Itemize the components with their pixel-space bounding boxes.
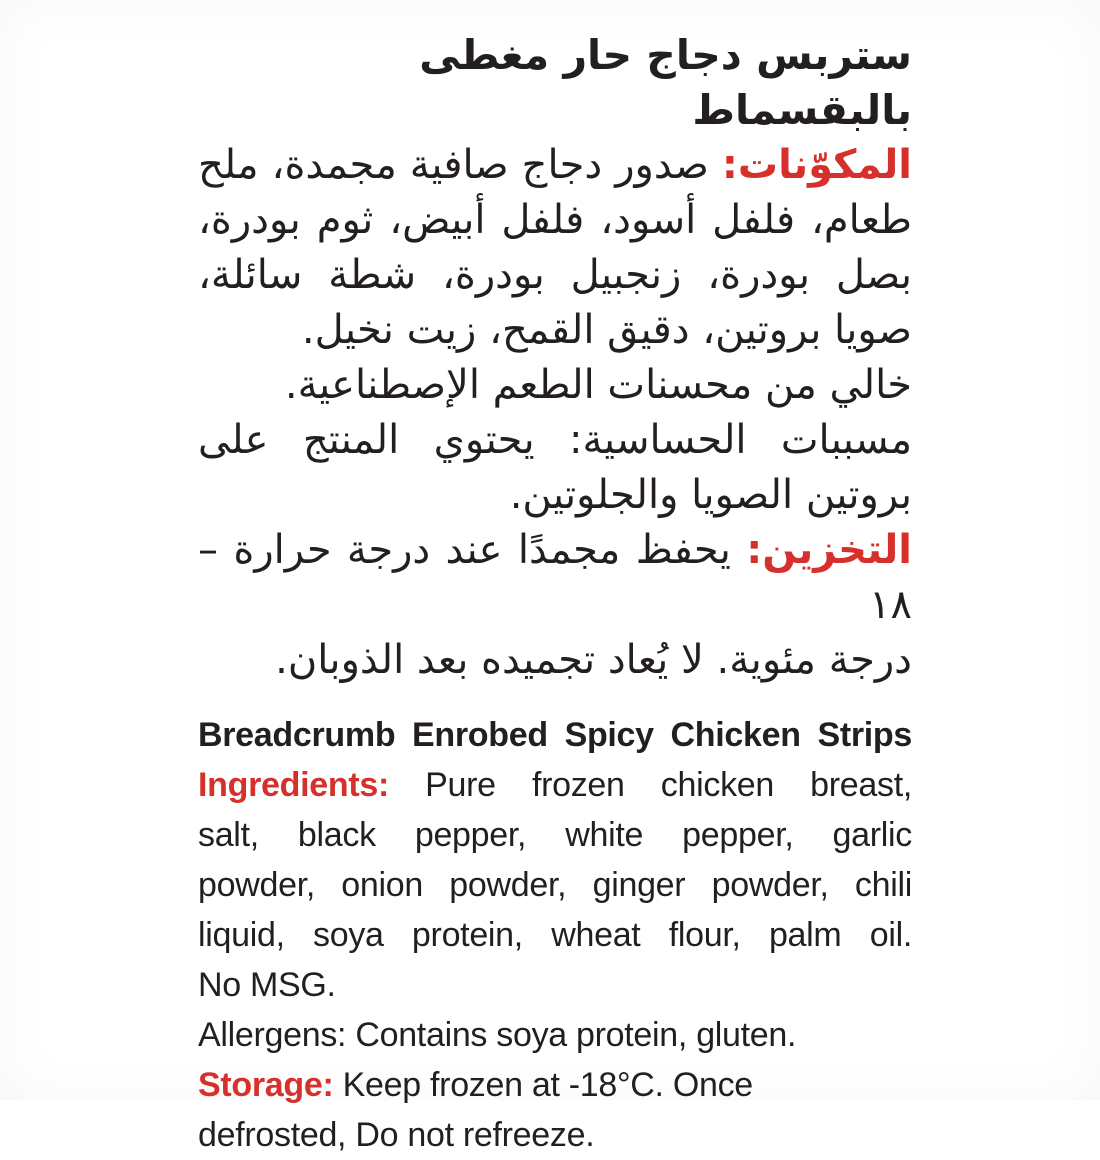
english-no-msg-text: No MSG. [198, 966, 336, 1004]
english-ingredients-text: liquid, soya protein, wheat flour, palm oil. [198, 916, 912, 954]
arabic-ingredients-line [198, 248, 912, 303]
arabic-ingredients-line [198, 193, 912, 248]
english-storage-text: defrosted, Do not refreeze. [198, 1116, 595, 1154]
arabic-ingredients-line [198, 303, 912, 358]
english-ingredients-text: powder, onion powder, ginger powder, chili [198, 866, 912, 904]
arabic-no-msg-text: خالي من محسنات الطعم الإصطناعية. [284, 362, 912, 408]
english-ingredients-label: Ingredients: [198, 766, 389, 804]
english-storage-line [198, 1060, 912, 1110]
arabic-allergens-text: بروتين الصويا والجلوتين. [509, 472, 912, 518]
arabic-storage-line [198, 633, 912, 688]
english-ingredients-line [198, 760, 912, 810]
arabic-storage-text: يحفظ مجمدًا عند درجة حرارة – ١٨ [198, 527, 912, 628]
english-section [198, 710, 912, 1160]
arabic-ingredients-text: طعام، فلفل أسود، فلفل أبيض، ثوم بودرة، [198, 197, 912, 243]
arabic-ingredients-text: صويا بروتين، دقيق القمح، زيت نخيل. [301, 307, 912, 353]
label-text-column [198, 28, 912, 1160]
arabic-allergens-text: مسببات الحساسية: يحتوي المنتج على [198, 417, 912, 463]
english-ingredients-line [198, 860, 912, 910]
arabic-ingredients-line [198, 138, 912, 193]
english-ingredients-text: Pure frozen chicken breast, [425, 766, 912, 804]
arabic-no-msg-line [198, 358, 912, 413]
english-ingredients-text: salt, black pepper, white pepper, garlic [198, 816, 912, 854]
arabic-section [198, 28, 912, 688]
english-no-msg-line [198, 960, 912, 1010]
english-storage-line [198, 1110, 912, 1160]
english-storage-label: Storage: [198, 1066, 334, 1104]
arabic-ingredients-text: بصل بودرة، زنجبيل بودرة، شطة سائلة، [198, 252, 912, 298]
arabic-ingredients-label: المكوّنات: [721, 142, 912, 188]
arabic-product-title: ستربس دجاج حار مغطى بالبقسماط [419, 31, 912, 134]
arabic-storage-text: درجة مئوية. لا يُعاد تجميده بعد الذوبان. [275, 637, 912, 683]
arabic-ingredients-text: صدور دجاج صافية مجمدة، ملح [198, 142, 709, 188]
english-allergens-text: Allergens: Contains soya protein, gluten. [198, 1016, 797, 1054]
english-product-title: Breadcrumb Enrobed Spicy Chicken Strips [198, 716, 912, 754]
english-ingredients-line [198, 910, 912, 960]
english-storage-text: Keep frozen at -18°C. Once [342, 1066, 753, 1104]
arabic-storage-line [198, 523, 912, 633]
arabic-allergens-line [198, 468, 912, 523]
arabic-allergens-line [198, 413, 912, 468]
english-allergens-line [198, 1010, 912, 1060]
arabic-storage-label: التخزين: [746, 527, 912, 573]
english-ingredients-line [198, 810, 912, 860]
